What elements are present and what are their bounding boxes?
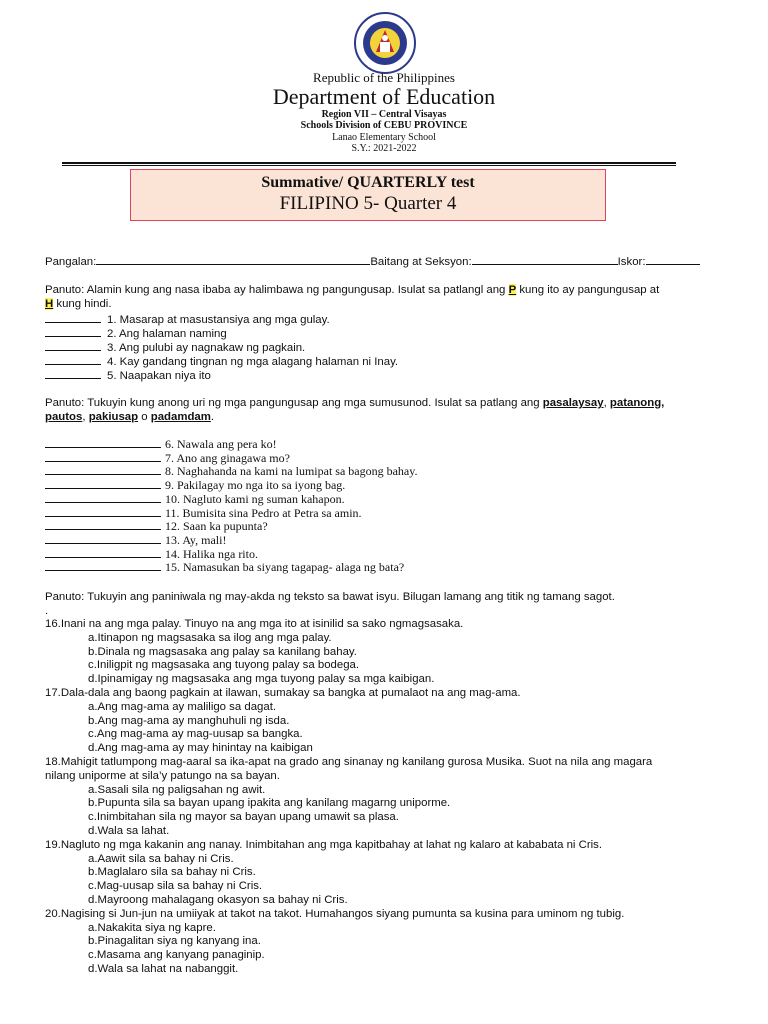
answer-choice[interactable]: a.Aawit sila sa bahay ni Cris. — [88, 852, 234, 865]
name-blank[interactable] — [96, 254, 370, 265]
answer-choice[interactable]: d.Mayroong mahalagang okasyon sa bahay ni Cris. — [88, 894, 348, 906]
answer-choice[interactable]: a.Sasali sila ng paligsahan ng awit. — [88, 783, 266, 796]
part2-item — [45, 547, 258, 561]
header-divider — [62, 162, 676, 164]
item-text: 15. Namasukan ba siyang tagapag- alaga ng bata? — [165, 560, 405, 575]
answer-blank[interactable] — [45, 312, 101, 323]
answer-choice[interactable]: a.Nakakita siya ng kapre. — [88, 921, 216, 934]
type-pakiusap: pakiusap — [88, 411, 139, 423]
deped-seal-logo — [354, 12, 416, 74]
answer-choice[interactable]: d.Wala sa lahat na nabanggit. — [88, 963, 239, 975]
answer-blank[interactable] — [45, 547, 161, 558]
question-text: 19.Nagluto ng mga kakanin ang nanay. Inimbitahan ang mga kapitbahay at lahat ng kalaro at kababata ni Cris. — [45, 838, 603, 851]
answer-choice[interactable]: c.Masama ang kanyang panaginip. — [88, 949, 265, 962]
part3-dot: . — [45, 605, 49, 617]
answer-blank[interactable] — [45, 437, 161, 448]
item-text: 10. Nagluto kami ng suman kahapon. — [165, 491, 345, 506]
part2-item — [45, 519, 268, 533]
question-text-cont: nilang uniporme at sila’y patungo na sa bayan. — [45, 769, 280, 782]
answer-choice[interactable]: b.Pupunta sila sa bayan upang ipakita ang kanilang magarng uniporme. — [88, 797, 451, 810]
item-text: 14. Halika nga rito. — [165, 546, 258, 561]
part2-item — [45, 478, 345, 492]
part2-item — [45, 464, 417, 478]
part1-item — [45, 340, 305, 355]
name-label: Pangalan: — [45, 256, 97, 268]
answer-blank[interactable] — [45, 478, 161, 489]
part1-item — [45, 354, 398, 369]
item-text: 13. Ay, mali! — [165, 532, 227, 547]
answer-choice[interactable]: a.Itinapon ng magsasaka sa ilog ang mga palay. — [88, 631, 332, 644]
part2-item — [45, 506, 362, 520]
header-divider-thin — [62, 165, 676, 166]
part1-instruction — [45, 283, 659, 297]
item-text: 3. Ang pulubi ay nagnakaw ng pagkain. — [107, 342, 306, 354]
or-word: o — [138, 411, 151, 423]
answer-choice[interactable]: b.Ang mag-ama ay manghuhuli ng isda. — [88, 714, 290, 727]
item-text: 2. Ang halaman naming — [107, 328, 227, 340]
score-blank[interactable] — [646, 254, 700, 265]
part2-instruction: Panuto: Tukuyin kung anong uri ng mga pangungusap ang mga sumusunod. Isulat sa patlang ang pasalaysay, patanong, — [45, 397, 665, 409]
item-text: 11. Bumisita sina Pedro at Petra sa amin. — [165, 505, 362, 520]
answer-blank[interactable] — [45, 533, 161, 544]
part2-item — [45, 492, 345, 506]
title-line-1: Summative/ QUARTERLY test — [261, 174, 475, 191]
answer-blank[interactable] — [45, 519, 161, 530]
part2-item — [45, 533, 226, 547]
answer-blank[interactable] — [45, 560, 161, 571]
header-republic: Republic of the Philippines — [313, 70, 455, 85]
part3-instruction: Panuto: Tukuyin ang paniniwala ng may-akda ng teksto sa bawat isyu. Bilugan lamang ang titik ng tamang sagot. — [45, 591, 615, 603]
item-text: 7. Ano ang ginagawa mo? — [165, 450, 290, 465]
item-text: 6. Nawala ang pera ko! — [165, 437, 277, 451]
section-label: Baitang at Seksyon: — [370, 256, 472, 268]
answer-blank[interactable] — [45, 506, 161, 517]
item-text: 8. Naghahanda na kami na lumipat sa bagong bahay. — [165, 464, 418, 479]
type-padamdam: padamdam — [150, 411, 211, 423]
part2-instruction-cont: pautos, pakiusap o padamdam. — [45, 411, 215, 423]
answer-blank[interactable] — [45, 492, 161, 503]
item-text: 1. Masarap at masustansiya ang mga gulay. — [107, 314, 330, 326]
answer-choice[interactable]: c.Inimbitahan sila ng mayor sa bayan upang umawit sa plasa. — [88, 811, 399, 824]
answer-blank[interactable] — [45, 368, 101, 379]
header-region: Region VII – Central Visayas — [321, 109, 447, 120]
answer-choice[interactable]: b.Maglalaro sila sa bahay ni Cris. — [88, 866, 256, 879]
answer-choice[interactable]: c.Ang mag-ama ay mag-uusap sa bangka. — [88, 728, 303, 741]
question-text: 20.Nagising si Jun-jun na umiiyak at takot na takot. Humahangos siyang pumunta sa kusina para uminom ng tubig. — [45, 907, 625, 920]
item-text: 12. Saan ka pupunta? — [165, 519, 268, 534]
item-text: 4. Kay gandang tingnan ng mga alagang halaman ni Inay. — [107, 356, 399, 368]
type-patanong: patanong, — [609, 397, 665, 409]
answer-choice[interactable]: d.Ipinamigay ng magsasaka ang mga tuyong palay sa mga kaibigan. — [88, 673, 435, 686]
answer-blank[interactable] — [45, 451, 161, 462]
title-box — [130, 169, 606, 221]
answer-choice[interactable]: b.Dinala ng magsasaka ang palay sa kanilang bahay. — [88, 645, 357, 658]
question-text: 17.Dala-dala ang baong pagkain at ilawan, sumakay sa bangka at pumalaot na ang mag-ama. — [45, 687, 521, 699]
item-text: 9. Pakilagay mo nga ito sa iyong bag. — [165, 478, 346, 493]
letter-p-highlight: P — [508, 284, 517, 296]
header-department: Department of Education — [272, 84, 496, 109]
answer-choice[interactable]: a.Ang mag-ama ay maliligo sa dagat. — [88, 700, 277, 713]
part1-instruction-text-3: kung hindi. — [53, 298, 112, 310]
title-line-2: FILIPINO 5- Quarter 4 — [279, 193, 457, 214]
answer-blank[interactable] — [45, 464, 161, 475]
letter-h-highlight: H — [45, 298, 54, 310]
part2-item — [45, 560, 404, 574]
answer-choice[interactable]: d.Ang mag-ama ay may hinintay na kaibigan — [88, 742, 313, 755]
part2-item — [45, 451, 290, 465]
section-blank[interactable] — [472, 254, 618, 265]
part1-item — [45, 368, 211, 383]
score-label: Iskor: — [617, 256, 646, 268]
part1-item — [45, 312, 330, 327]
question-text: 18.Mahigit tatlumpong mag-aaral sa ika-apat na grado ang sinanay ng kanilang gurosa Musika. Suot na nila ang magara — [45, 756, 653, 768]
answer-choice[interactable]: d.Wala sa lahat. — [88, 825, 170, 837]
answer-choice[interactable]: b.Pinagalitan siya ng kanyang ina. — [88, 935, 261, 948]
answer-blank[interactable] — [45, 326, 101, 337]
header-division: Schools Division of CEBU PROVINCE — [300, 120, 468, 131]
part1-instruction-cont — [45, 297, 112, 311]
type-pautos: pautos — [45, 411, 83, 423]
answer-choice[interactable]: c.Mag-uusap sila sa bahay ni Cris. — [88, 880, 263, 893]
part1-instruction-text-2: kung ito ay pangungusap at — [516, 284, 660, 296]
answer-choice[interactable]: c.Iniligpit ng magsasaka ang tuyong palay sa bodega. — [88, 659, 360, 672]
part1-item — [45, 326, 227, 341]
question-text: 16.Inani na ang mga palay. Tinuyo na ang mga ito at isinilid sa sako ngmagsasaka. — [45, 618, 464, 630]
answer-blank[interactable] — [45, 354, 101, 365]
header-school: Lanao Elementary School — [332, 132, 436, 143]
header-school-year: S.Y.: 2021-2022 — [351, 143, 417, 154]
student-info-line — [45, 254, 700, 269]
part2-item — [45, 437, 277, 451]
type-pasalaysay: pasalaysay — [542, 397, 604, 409]
part1-instruction-text: Panuto: Alamin kung ang nasa ibaba ay halimbawa ng pangungusap. Isulat sa patlangl ang — [45, 284, 509, 296]
answer-blank[interactable] — [45, 340, 101, 351]
part2-instruction-text: Panuto: Tukuyin kung anong uri ng mga pangungusap ang mga sumusunod. Isulat sa patlang ang — [45, 397, 543, 409]
item-text: 5. Naapakan niya ito — [107, 370, 211, 382]
